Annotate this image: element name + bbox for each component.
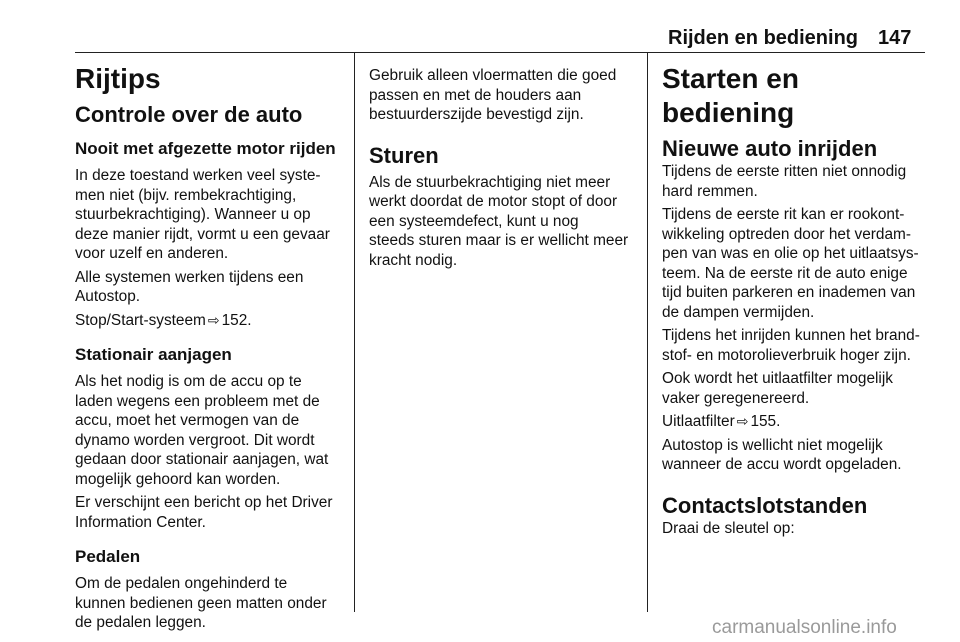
column-3 — [662, 62, 932, 538]
column-divider-1 — [354, 53, 355, 612]
page-header-title: Rijden en bediening — [668, 27, 859, 49]
header-rule — [75, 52, 925, 53]
column-2 — [369, 66, 639, 270]
section-title: Controle over de auto — [75, 102, 303, 127]
paragraph: Gebruik alleen vloermatten die goed passen en met de houders aan bestuurderszijde bevestigd zijn. — [369, 67, 617, 123]
paragraph: Draai de sleutel op: — [662, 519, 795, 537]
cross-reference[interactable]: Stop/Start-systeem ⇨ 152. — [75, 311, 252, 329]
paragraph: Tijdens de eerste rit kan er rookont- wikkeling optreden door het verdam- pen van was en olie op het uitlaatsys- teem. Na de eerste rit de auto enige tijd buiten parkeren en inademen van de dampen vermijden. — [662, 206, 919, 321]
paragraph: Er verschijnt een bericht op het Driver Information Center. — [75, 494, 333, 531]
column-divider-2 — [647, 53, 648, 612]
chapter-title: Rijtips — [75, 63, 161, 94]
chapter-title: Starten en bediening — [662, 63, 799, 128]
paragraph: Om de pedalen ongehinderd te kunnen bedienen geen matten onder de pedalen leggen. — [75, 575, 327, 631]
arrow-right-icon: ⇨ — [736, 413, 749, 429]
paragraph: Autostop is wellicht niet mogelijk wanneer de accu wordt opgeladen. — [662, 436, 902, 473]
column-1 — [75, 62, 345, 633]
section-title: Contactslotstanden — [662, 492, 868, 518]
paragraph: Als de stuurbekrachtiging niet meer werkt doordat de motor stopt of door een systeemdefect, kunt u nog steeds sturen maar is er wellicht meer kracht nodig. — [369, 173, 629, 269]
paragraph: Alle systemen werken tijdens een Autostop. — [75, 268, 304, 305]
section-title: Sturen — [369, 142, 439, 168]
cross-reference[interactable]: Uitlaatfilter ⇨ 155. — [662, 413, 781, 430]
paragraph: In deze toestand werken veel syste- men niet (bijv. rembekrachtiging, stuurbekrachtiging). Wanneer u op deze manier rijdt, vormt u een gevaar voor uzelf en anderen. — [75, 167, 330, 262]
paragraph: Als het nodig is om de accu op te laden wegens een probleem met de accu, moet het vermogen van de dynamo worden vergroot. Dit wordt gedaan door stationair aanjagen, wat mogelijk gehoord kan worden. — [75, 373, 329, 488]
subsection-heading: Pedalen — [75, 547, 141, 566]
watermark: carmanualsonline.info — [712, 617, 897, 638]
subsection-heading: Stationair aanjagen — [75, 345, 232, 364]
paragraph: Tijdens het inrijden kunnen het brand- stof- en motorolieverbruik hoger zijn. — [662, 327, 920, 364]
section-title: Nieuwe auto inrijden — [662, 136, 878, 161]
paragraph: Tijdens de eerste ritten niet onnodig hard remmen. — [662, 163, 907, 200]
paragraph: Ook wordt het uitlaatfilter mogelijk vaker geregenereerd. — [662, 370, 893, 407]
arrow-right-icon: ⇨ — [207, 311, 220, 328]
subsection-heading: Nooit met afgezette motor rijden — [75, 139, 336, 158]
page-number: 147 — [878, 27, 912, 49]
